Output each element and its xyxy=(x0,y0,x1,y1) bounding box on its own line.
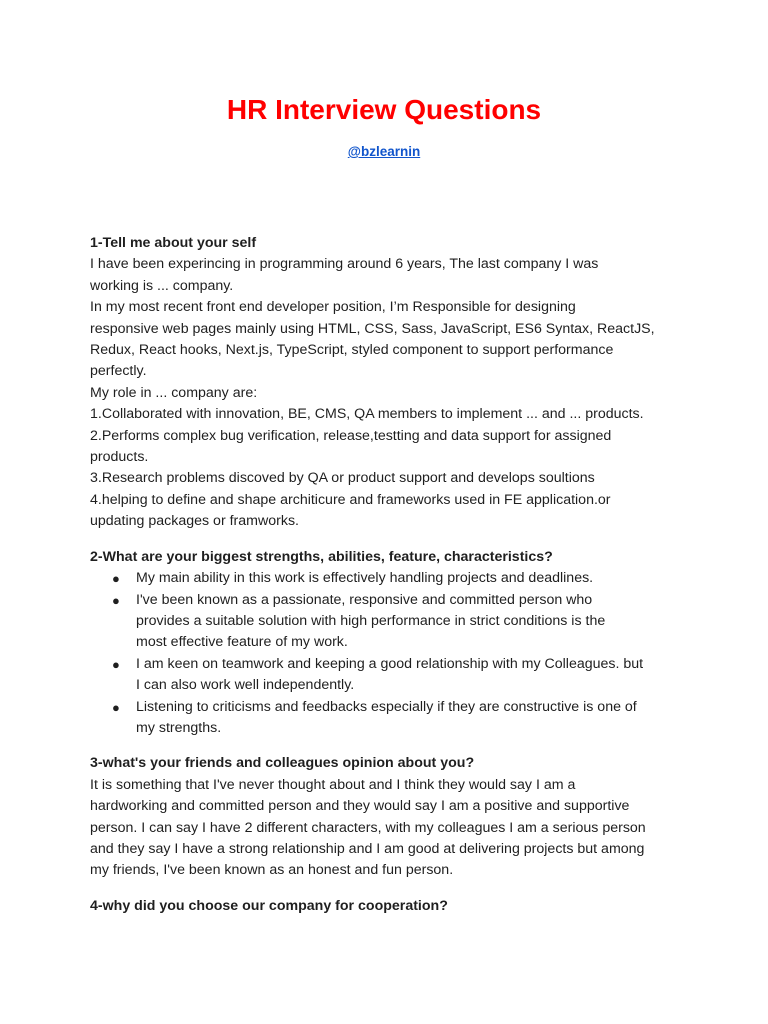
question-3-answer-line: my friends, I've been known as an honest and fun person. xyxy=(90,862,454,879)
question-3-answer-line: hardworking and committed person and they would say I am a positive and supportive xyxy=(90,798,630,815)
question-1-answer-line: responsive web pages mainly using HTML, CSS, Sass, JavaScript, ES6 Syntax, ReactJS, xyxy=(90,320,655,337)
strength-bullet-item xyxy=(90,568,686,589)
question-1-answer-line: I have been experincing in programming around 6 years, The last company I was xyxy=(90,256,599,273)
strength-bullet-line: my strengths. xyxy=(136,719,222,736)
author-handle-link[interactable]: @bzlearnin xyxy=(347,144,421,159)
question-1-answer-line: 2.Performs complex bug verification, release,testting and data support for assigned xyxy=(90,427,612,444)
strength-bullet-item xyxy=(90,654,686,697)
question-1-answer-line: My role in ... company are: xyxy=(90,384,258,401)
question-2-bullet-list xyxy=(90,568,686,739)
question-2-heading: 2-What are your biggest strengths, abilities, feature, characteristics? xyxy=(90,548,553,565)
strength-bullet-line: I am keen on teamwork and keeping a good relationship with my Colleagues. but xyxy=(136,655,644,672)
question-1-answer-line: In my most recent front end developer position, I’m Responsible for designing xyxy=(90,299,576,316)
question-1-answer-line: products. xyxy=(90,449,149,466)
question-1-answer xyxy=(90,254,686,532)
question-1-answer-line: working is ... company. xyxy=(90,277,234,294)
question-3-answer-line: person. I can say I have 2 different characters, with my colleagues I am a serious person xyxy=(90,819,646,836)
bullet-dot-icon: ● xyxy=(112,571,120,587)
question-1-answer-line: 3.Research problems discoved by QA or product support and develops soultions xyxy=(90,470,595,487)
question-1-heading: 1-Tell me about your self xyxy=(90,235,257,251)
question-3-answer xyxy=(90,775,686,882)
strength-bullet-line: I've been known as a passionate, responsive and committed person who xyxy=(136,591,593,608)
document-title: HR Interview Questions xyxy=(226,94,542,125)
bullet-dot-icon: ● xyxy=(112,656,120,672)
document-body xyxy=(90,233,686,917)
question-1-answer-line: updating packages or framworks. xyxy=(90,513,299,530)
bullet-dot-icon: ● xyxy=(112,699,120,715)
question-3-heading: 3-what's your friends and colleagues opinion about you? xyxy=(90,755,475,772)
strength-bullet-line: provides a suitable solution with high performance in strict conditions is the xyxy=(136,612,606,629)
question-1-answer-line: 1.Collaborated with innovation, BE, CMS, QA members to implement ... and ... products. xyxy=(90,406,644,423)
bullet-dot-icon: ● xyxy=(112,592,120,608)
author-handle xyxy=(0,142,768,162)
question-1-answer-line: perfectly. xyxy=(90,363,147,380)
strength-bullet-line: most effective feature of my work. xyxy=(136,634,348,651)
question-3-answer-line: and they say I have a strong relationship and I am good at delivering projects but among xyxy=(90,840,645,857)
question-1-answer-line: 4.helping to define and shape architicure and frameworks used in FE application.or xyxy=(90,491,611,508)
question-3-answer-line: It is something that I've never thought about and I think they would say I am a xyxy=(90,776,576,793)
strength-bullet-item xyxy=(90,590,686,654)
strength-bullet-line: Listening to criticisms and feedbacks especially if they are constructive is one of xyxy=(136,698,637,715)
strength-bullet-item xyxy=(90,697,686,740)
question-1-answer-line: Redux, React hooks, Next.js, TypeScript, styled component to support performance xyxy=(90,342,614,359)
strength-bullet-line: My main ability in this work is effectively handling projects and deadlines. xyxy=(136,570,594,587)
strength-bullet-line: I can also work well independently. xyxy=(136,677,355,694)
question-4-heading: 4-why did you choose our company for cooperation? xyxy=(90,897,448,914)
